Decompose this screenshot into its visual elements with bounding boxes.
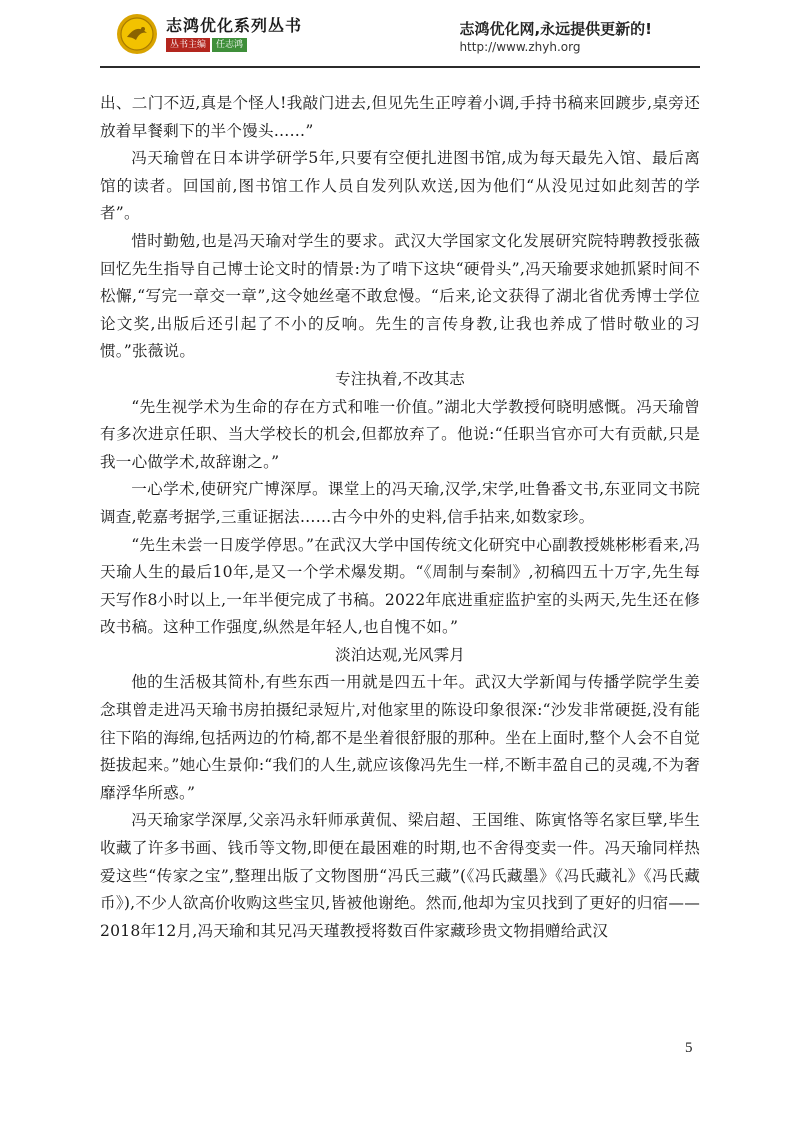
editor-name-tag: 任志鸿	[212, 38, 247, 52]
logo-emblem-icon	[116, 13, 158, 55]
paragraph-3: 惜时勤勉,也是冯天瑜对学生的要求。武汉大学国家文化发展研究院特聘教授张薇回忆先生指导自己博士论文时的情景:为了啃下这块“硬骨头”,冯天瑜要求她抓紧时间不松懈,“写完一章交一章”,这令她丝毫不敢怠慢。“后来,论文获得了湖北省优秀博士学位论文奖,出版后还引起了不小的反响。先生的言传身教,让我也养成了惜时敬业的习惯。”张薇说。	[100, 231, 700, 361]
paragraph-6: “先生未尝一日废学停思。”在武汉大学中国传统文化研究中心副教授姚彬彬看来,冯天瑜人生的最后10年,是又一个学术爆发期。“《周制与秦制》,初稿四五十万字,先生每天写作8小时以上,一年半便完成了书稿。2022年底进重症监护室的头两天,先生还在修改书稿。这种工作强度,纵然是年轻人,也自愧不如。”	[100, 535, 700, 637]
paragraph-4: “先生视学术为生命的存在方式和唯一价值。”湖北大学教授何晓明感慨。冯天瑜曾有多次进京任职、当大学校长的机会,但都放弃了。他说:“任职当官亦可大有贡献,只是我一心做学术,故辞谢之。”	[100, 397, 700, 471]
paragraph-8: 冯天瑜家学深厚,父亲冯永轩师承黄侃、梁启超、王国维、陈寅恪等名家巨擘,毕生收藏了许多书画、钱币等文物,即便在最困难的时期,也不舍得变卖一件。冯天瑜同样热爱这些“传家之宝”,整理出版了文物图册“冯氏三藏”(《冯氏藏墨》《冯氏藏礼》《冯氏藏币》),不少人欲高价收购这些宝贝,皆被他谢绝。然而,他却为宝贝找到了更好的归宿——2018年12月,冯天瑜和其兄冯天瑾教授将数百件家藏珍贵文物捐赠给武汉	[100, 811, 700, 940]
site-url-link[interactable]: http://www.zhyh.org	[459, 40, 581, 54]
brand-title: 志鸿优化系列丛书	[166, 16, 303, 35]
header-divider	[100, 66, 700, 68]
article-body	[100, 90, 700, 945]
paragraph-5: 一心学术,使研究广博深厚。课堂上的冯天瑜,汉学,宋学,吐鲁番文书,东亚同文书院调查,乾嘉考据学,三重证据法……古今中外的史料,信手拈来,如数家珍。	[100, 480, 700, 526]
paragraph-7: 他的生活极其简朴,有些东西一用就是四五十年。武汉大学新闻与传播学院学生姜念琪曾走进冯天瑜书房拍摄纪录短片,对他家里的陈设印象很深:“沙发非常硬挺,没有能往下陷的海绵,包括两边的竹椅,都不是坐着很舒服的那种。坐在上面时,整个人会不自觉挺拔起来。”她心生景仰:“我们的人生,就应该像冯先生一样,不断丰盈自己的灵魂,不为奢靡浮华所惑。”	[100, 673, 700, 802]
paragraph-1: 出、二门不迈,真是个怪人!我敲门进去,但见先生正哼着小调,手持书稿来回踱步,桌旁还放着早餐剩下的半个馒头……”	[100, 94, 700, 140]
section-heading-tranquil: 淡泊达观,光风霁月	[335, 645, 465, 664]
paragraph-2: 冯天瑜曾在日本讲学研学5年,只要有空便扎进图书馆,成为每天最先入馆、最后离馆的读者。回国前,图书馆工作人员自发列队欢送,因为他们“从没见过如此刻苦的学者”。	[100, 149, 700, 223]
site-info	[459, 20, 652, 55]
section-heading-focus: 专注执着,不改其志	[335, 369, 465, 388]
brand-tags	[166, 38, 302, 52]
page-header	[0, 0, 800, 74]
brand-block	[166, 16, 302, 52]
editor-label-tag: 丛书主编	[166, 38, 210, 52]
page-number: 5	[685, 1040, 693, 1056]
site-slogan: 志鸿优化网,永远提供更新的!	[459, 20, 652, 38]
